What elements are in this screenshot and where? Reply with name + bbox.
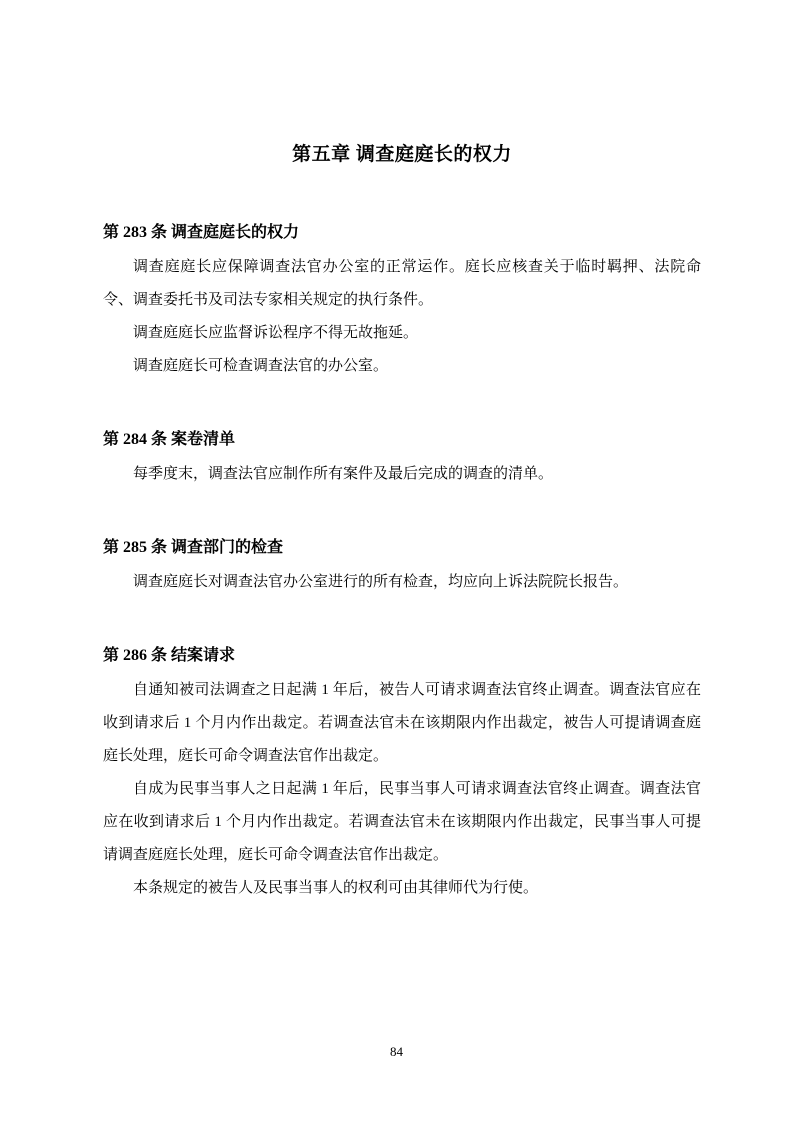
page-number: 84 <box>390 1044 403 1059</box>
article-283 <box>103 222 701 383</box>
article-283-paragraph-3: 调查庭庭长可检查调查法官的办公室。 <box>133 358 389 374</box>
article-285-paragraph-1: 调查庭庭长对调查法官办公室进行的所有检查，均应向上诉法院院长报告。 <box>133 574 629 590</box>
article-284-paragraph-1: 每季度末，调查法官应制作所有案件及最后完成的调查的清单。 <box>133 466 554 482</box>
article-286-paragraph-1: 自通知被司法调查之日起满 1 年后，被告人可请求调查法官终止调查。调查法官应在收到请求后 1 个月内作出裁定。若调查法官未在该期限内作出裁定，被告人可提请调查庭庭长处理，庭长可命令调查法官作出裁定。 <box>103 682 701 764</box>
article-283-paragraph-1: 调查庭庭长应保障调查法官办公室的正常运作。庭长应核查关于临时羁押、法院命令、调查委托书及司法专家相关规定的执行条件。 <box>103 259 701 308</box>
article-284-heading: 第 284 条 案卷清单 <box>103 431 236 448</box>
article-285 <box>103 537 701 599</box>
article-286-paragraph-3: 本条规定的被告人及民事当事人的权利可由其律师代为行使。 <box>133 880 539 896</box>
article-286-heading: 第 286 条 结案请求 <box>103 647 236 664</box>
chapter-title: 第五章 调查庭庭长的权力 <box>292 144 512 165</box>
article-283-paragraph-2: 调查庭庭长应监督诉讼程序不得无故拖延。 <box>133 325 419 341</box>
article-285-heading: 第 285 条 调查部门的检查 <box>103 539 284 556</box>
article-284 <box>103 429 701 491</box>
article-286 <box>103 645 701 905</box>
article-283-heading: 第 283 条 调查庭庭长的权力 <box>103 224 300 241</box>
article-286-paragraph-2: 自成为民事当事人之日起满 1 年后，民事当事人可请求调查法官终止调查。调查法官应在收到请求后 1 个月内作出裁定。若调查法官未在该期限内作出裁定，民事当事人可提请调查庭庭长处理，庭长可命令调查法官作出裁定。 <box>103 781 701 863</box>
